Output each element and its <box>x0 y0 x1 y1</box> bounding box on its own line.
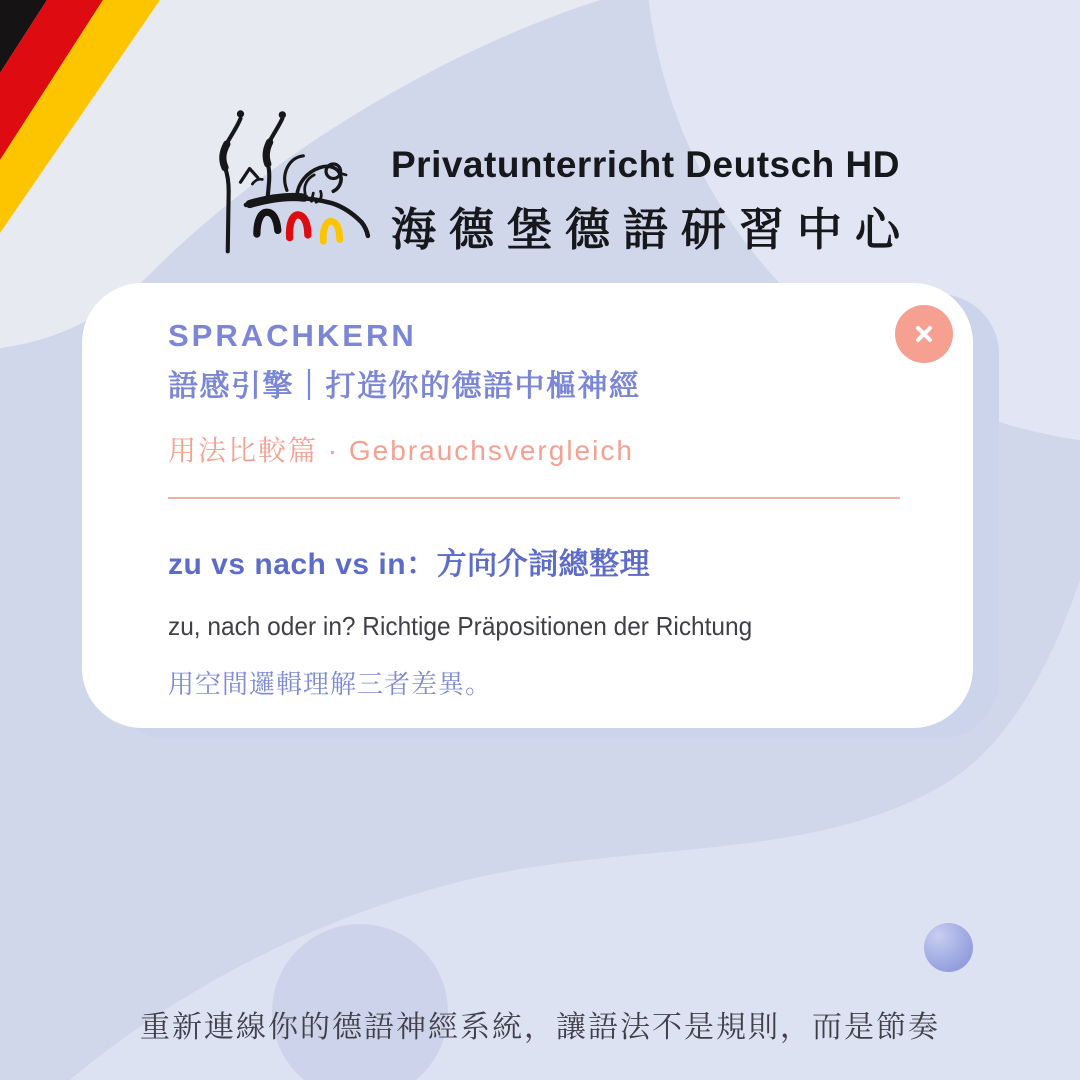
series-title: SPRACHKERN <box>168 318 417 353</box>
brand-text <box>391 146 913 258</box>
topic-subtitle-german: zu, nach oder in? Richtige Präpositionen der Richtung <box>168 611 753 642</box>
topic-note-chinese: 用空間邏輯理解三者差異。 <box>168 669 493 700</box>
brand-name-chinese: 海德堡德語研習中心 <box>391 203 914 255</box>
topic-title: zu vs nach vs in：方向介詞總整理 <box>168 548 651 582</box>
category-label: 用法比較篇 · Gebrauchsvergleich <box>168 435 634 467</box>
brand-name-german: Privatunterricht Deutsch HD <box>391 144 900 185</box>
brand-header <box>195 100 913 268</box>
heidelberg-castle-bridge-monkey-logo-icon <box>195 100 377 268</box>
decorative-gradient-dot-icon <box>924 923 973 972</box>
content-card <box>82 283 973 728</box>
card-divider <box>168 497 900 499</box>
footer-tagline: 重新連線你的德語神經系統，讓語法不是規則，而是節奏 <box>140 1011 940 1044</box>
series-subtitle: 語感引擎｜打造你的德語中樞神經 <box>168 370 641 404</box>
